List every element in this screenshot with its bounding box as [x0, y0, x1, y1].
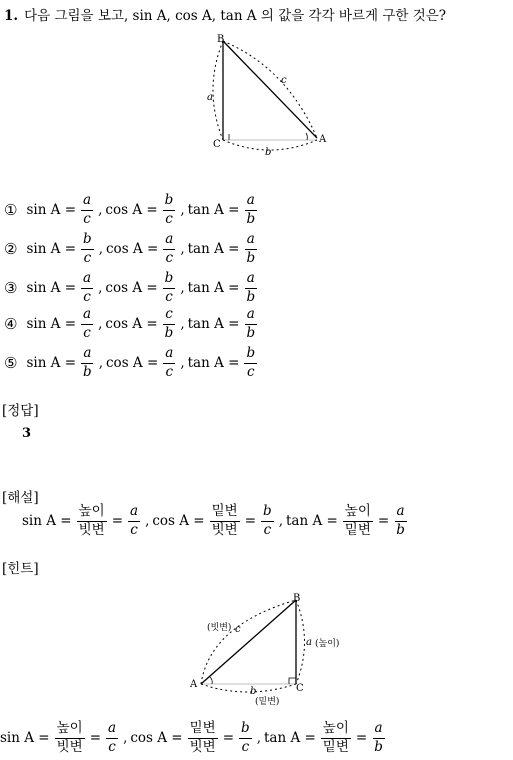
side-b-label: b — [250, 686, 257, 697]
height-label: (높이) — [315, 639, 340, 649]
side-c-label: c — [281, 75, 287, 86]
hint-label: [힌트] — [2, 561, 39, 577]
vertex-b-label: B — [293, 593, 301, 604]
fraction: $\frac{a}{c}$ — [83, 192, 92, 227]
choice-mark: ④ — [4, 315, 18, 333]
cos-label: cos A = — [105, 280, 158, 296]
choice-mark: ② — [4, 240, 18, 258]
fraction: $\frac{a}{b}$ — [246, 270, 256, 305]
brace-a — [213, 41, 223, 140]
choice-5[interactable]: ⑤ sin A = $\frac{a}{b}$ , cos A = $\frac{a}{c}$ , tan A = $\frac{b}{c}$ — [4, 345, 256, 380]
fraction: $\frac{b}{c}$ — [241, 720, 250, 755]
sin-label: sin A = — [26, 241, 77, 257]
question-number: 1. — [4, 8, 19, 24]
fraction: $\frac{b}{c}$ — [246, 345, 256, 380]
answer-label: [정답] — [2, 403, 39, 419]
fraction: $\frac{a}{b}$ — [246, 306, 256, 341]
angle-a-mark — [210, 677, 212, 684]
tan-label: tan A = — [187, 202, 240, 218]
fraction: $\frac{a}{b}$ — [246, 192, 256, 227]
fraction: $\frac{a}{c}$ — [165, 345, 174, 380]
vertex-c-label: C — [296, 683, 304, 694]
side-a-label: a — [306, 637, 312, 648]
fraction: $\frac{a}{c}$ — [130, 503, 139, 538]
fraction: $\frac{a}{b}$ — [246, 231, 256, 266]
answer-value: 3 — [22, 426, 32, 441]
choice-3[interactable]: ③ sin A = $\frac{a}{c}$ , cos A = $\frac{b}{c}$ , tan A = $\frac{a}{b}$ — [4, 270, 256, 305]
vertex-a-label: A — [190, 679, 198, 690]
fraction: $\frac{\text{높이}}{\text{빗변}}$ — [78, 503, 105, 538]
fraction: $\frac{a}{c}$ — [83, 306, 92, 341]
sin-label: sin A = — [26, 355, 77, 371]
fraction: $\frac{b}{c}$ — [164, 192, 174, 227]
choice-4[interactable]: ④ sin A = $\frac{a}{c}$ , cos A = $\frac{c}{b}$ , tan A = $\frac{a}{b}$ — [4, 306, 256, 341]
side-c-label: c — [235, 624, 241, 635]
brace-a — [296, 600, 305, 684]
brace-b — [201, 684, 296, 692]
triangle-figure — [195, 30, 340, 160]
fraction: $\frac{a}{b}$ — [396, 503, 405, 538]
explanation-label: [해설] — [2, 490, 39, 506]
fraction: $\frac{\text{밑변}}{\text{빗변}}$ — [211, 503, 238, 538]
hint-triangle-figure — [185, 590, 355, 712]
fraction: $\frac{b}{c}$ — [164, 270, 174, 305]
vertex-c-label: C — [213, 139, 221, 150]
sin-label: sin A = — [26, 280, 77, 296]
base-label: (밑변) — [255, 697, 280, 707]
explanation-formula: sin A = $\frac{\text{높이}}{\text{빗변}}$ = $\frac{a}{c}$ , cos A = $\frac{\text{밑변}}{\text{빗변}}$ = $\frac{b}{c}$ , tan A = $\frac{\text{높이}}{\text{밑변}}$ = $\frac{a}{b}$ — [22, 503, 405, 538]
fraction: $\frac{c}{b}$ — [164, 306, 174, 341]
tan-label: tan A = — [187, 280, 240, 296]
choice-2[interactable]: ② sin A = $\frac{b}{c}$ , cos A = $\frac{a}{c}$ , tan A = $\frac{a}{b}$ — [4, 231, 256, 266]
sin-label: sin A = — [26, 316, 77, 332]
side-a-label: a — [207, 92, 213, 103]
vertex-a-label: A — [319, 134, 327, 145]
fraction: $\frac{\text{높이}}{\text{빗변}}$ — [56, 720, 83, 755]
side-b-label: b — [265, 147, 272, 158]
fraction: $\frac{a}{c}$ — [165, 231, 174, 266]
cos-label: cos A = — [105, 202, 158, 218]
fraction: $\frac{\text{밑변}}{\text{빗변}}$ — [189, 720, 216, 755]
fraction: $\frac{\text{높이}}{\text{밑변}}$ — [322, 720, 349, 755]
cos-label: cos A = — [106, 355, 159, 371]
tan-label: tan A = — [187, 355, 240, 371]
fraction: $\frac{a}{c}$ — [83, 270, 92, 305]
fraction: $\frac{\text{높이}}{\text{밑변}}$ — [344, 503, 371, 538]
tan-label: tan A = — [187, 241, 240, 257]
hint-formula: sin A = $\frac{\text{높이}}{\text{빗변}}$ = $\frac{a}{c}$ , cos A = $\frac{\text{밑변}}{\text{빗변}}$ = $\frac{b}{c}$ , tan A = $\frac{\text{높이}}{\text{밑변}}$ = $\frac{a}{b}$ — [0, 720, 383, 755]
side-ab-line — [201, 600, 296, 684]
side-ab-line — [223, 41, 317, 138]
hypotenuse-label: (빗변) — [207, 623, 232, 633]
fraction: $\frac{a}{b}$ — [374, 720, 383, 755]
choice-mark: ⑤ — [4, 354, 18, 372]
sin-label: sin A = — [26, 202, 77, 218]
fraction: $\frac{a}{b}$ — [83, 345, 92, 380]
choice-mark: ① — [4, 201, 18, 219]
fraction: $\frac{b}{c}$ — [263, 503, 272, 538]
right-angle-mark — [289, 678, 296, 684]
choice-1[interactable]: ① sin A = $\frac{a}{c}$ , cos A = $\frac{b}{c}$ , tan A = $\frac{a}{b}$ — [4, 192, 256, 227]
question-text: 다음 그림을 보고, sin A, cos A, tan A 의 값을 각각 바르게 구한 것은? — [24, 8, 447, 24]
fraction: $\frac{b}{c}$ — [83, 231, 92, 266]
tan-label: tan A = — [187, 316, 240, 332]
cos-label: cos A = — [106, 241, 159, 257]
angle-a-mark — [306, 133, 307, 140]
cos-label: cos A = — [105, 316, 158, 332]
question — [4, 4, 446, 24]
fraction: $\frac{a}{c}$ — [108, 720, 117, 755]
choice-mark: ③ — [4, 279, 18, 297]
vertex-b-label: B — [217, 34, 225, 45]
